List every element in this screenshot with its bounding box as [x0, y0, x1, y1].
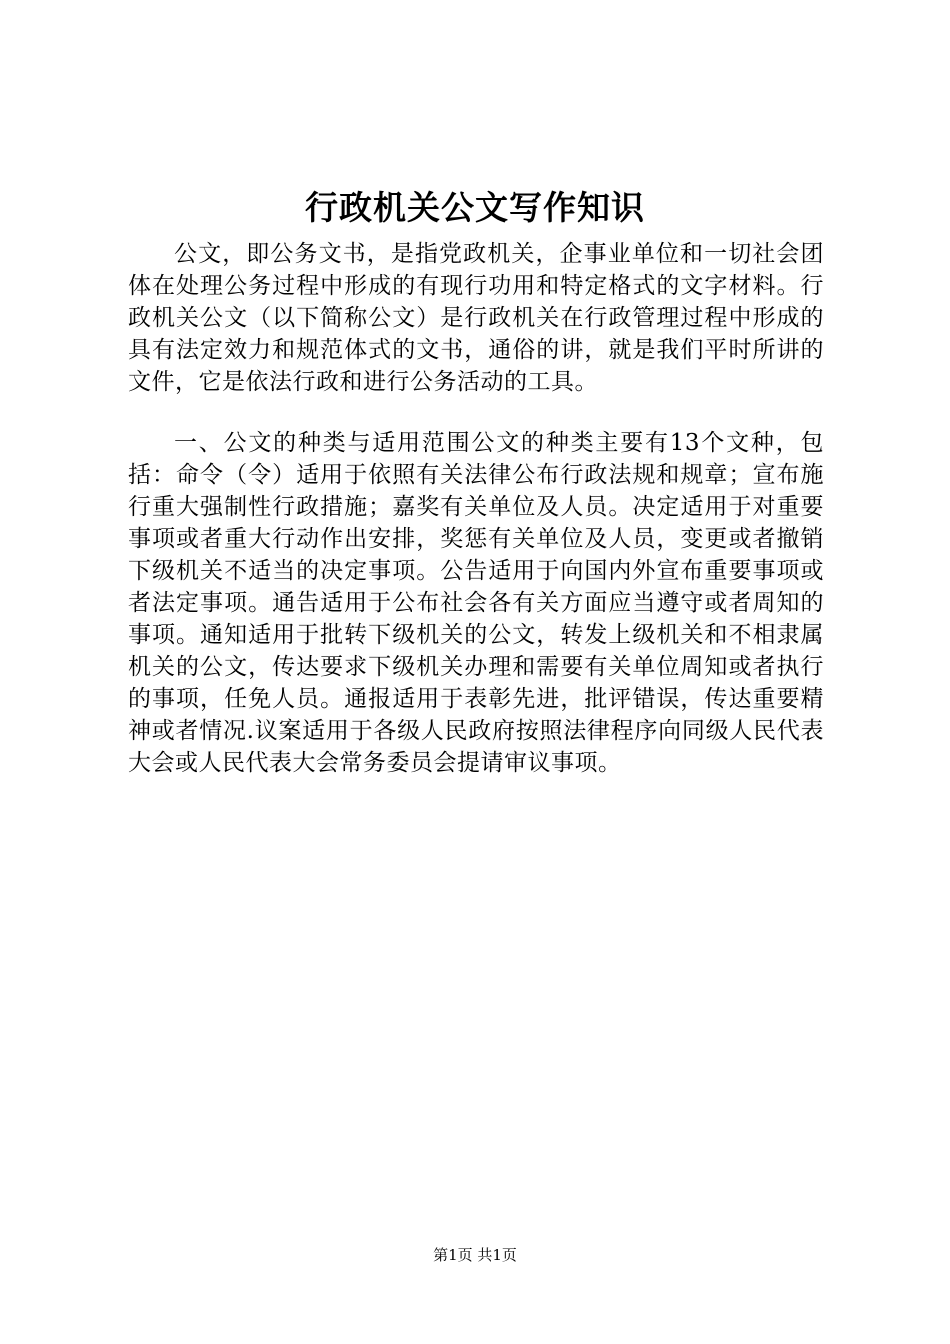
paragraph-document-types: 一、公文的种类与适用范围公文的种类主要有13个文种，包括：命令（令）适用于依照有关法律公布行政法规和规章；宣布施行重大强制性行政措施；嘉奖有关单位及人员。决定适用于对重要事项或者重大行动作出安排，奖惩有关单位及人员，变更或者撤销下级机关不适当的决定事项。公告适用于向国内外宣布重要事项或者法定事项。通告适用于公布社会各有关方面应当遵守或者周知的事项。通知适用于批转下级机关的公文，转发上级机关和不相隶属机关的公文，传达要求下级机关办理和需要有关单位周知或者执行的事项，任免人员。通报适用于表彰先进，批评错误，传达重要精神或者情况.议案适用于各级人民政府按照法律程序向同级人民代表大会或人民代表大会常务委员会提请审议事项。 — [128, 430, 824, 776]
document-title: 行政机关公文写作知识 — [305, 188, 645, 227]
page-number-footer: 第1页 共1页 — [433, 1246, 517, 1264]
paragraph-introduction: 公文，即公务文书，是指党政机关，企事业单位和一切社会团体在处理公务过程中形成的有现行功用和特定格式的文字材料。行政机关公文（以下简称公文）是行政机关在行政管理过程中形成的具有法定效力和规范体式的文书，通俗的讲，就是我们平时所讲的文件，它是依法行政和进行公务活动的工具。 — [128, 241, 824, 395]
